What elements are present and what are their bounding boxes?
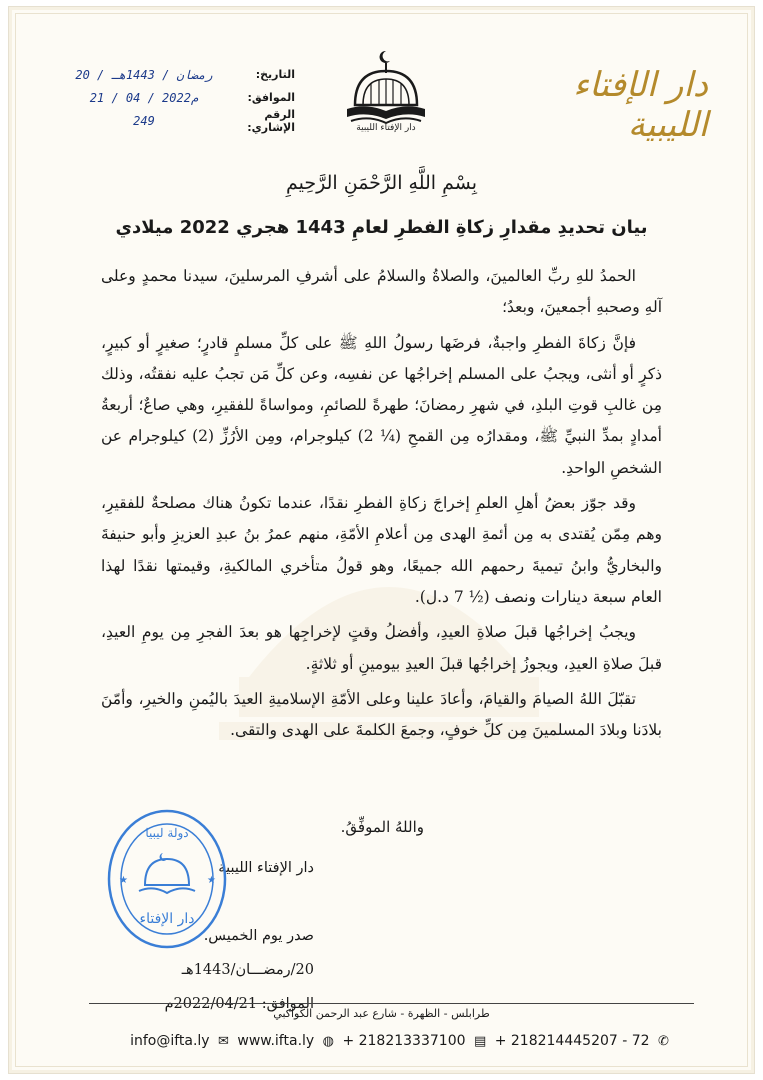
meta-value-hijri: 20 / رمضان / 1443هـ <box>75 67 213 82</box>
closing-phrase: واللهُ الموفِّقُ. <box>340 818 424 836</box>
footer-contacts <box>69 1033 734 1049</box>
brand-logotype: دار الإفتاء الليبية <box>573 65 708 145</box>
meta-label: الموافق: <box>247 91 295 104</box>
paragraph: تقبّلَ اللهُ الصيامَ والقيامَ، وأعادَ علينا وعلى الأمّةِ الإسلاميةِ العيدَ باليُمنِ والخيرِ، وأمّنَ بلادَنا وبلادَ المسلمينَ مِن كلِّ خوفٍ، وجمعَ الكلمةَ على الهدى والتقى. <box>101 689 662 740</box>
fax-text: + 218214445207 - 72 <box>494 1033 650 1049</box>
paragraph: ويجبُ إخراجُها قبلَ صلاةِ العيدِ، وأفضلُ وقتٍ لإخراجِها هو بعدَ الفجرِ مِن يومِ العيدِ، قبلَ صلاةِ العيدِ، ويجوزُ إخراجُها قبلَ العيدِ بيومينِ أو ثلاثةٍ. <box>101 623 662 673</box>
footer-address: طرابلس - الظهرة - شارع عبد الرحمن الكواكبي <box>273 1007 490 1020</box>
issued-day: صدر يوم الخميس. <box>203 928 314 944</box>
statement-title: بيان تحديدِ مقدارِ زكاةِ الفطرِ لعامِ 1443 هجري 2022 ميلادي <box>115 217 648 238</box>
letter-page <box>8 6 755 1074</box>
phone-icon: ✆ <box>658 1034 669 1049</box>
emblem-caption: دار الإفتاء الليبية <box>356 123 416 133</box>
email-text[interactable]: info@ifta.ly <box>130 1033 210 1049</box>
meta-label: التاريخ: <box>255 68 295 81</box>
stamp-top-text: دولة ليبيا <box>145 826 189 840</box>
meta-row-date <box>65 63 295 86</box>
dome-book-emblem <box>341 47 431 131</box>
hijri-date: 20/رمضـــان/1443هـ <box>181 962 314 978</box>
globe-icon: ◍ <box>322 1034 334 1049</box>
svg-text:★: ★ <box>119 875 128 886</box>
paragraph: الحمدُ للهِ ربِّ العالمينَ، والصلاةُ والسلامُ على أشرفِ المرسلينَ، سيدنا محمدٍ وعلى آلهِ وصحبهِ أجمعينَ، وبعدُ؛ <box>101 267 662 317</box>
meta-row-reference <box>65 109 295 132</box>
issuer-name: دار الإفتاء الليبية <box>218 860 314 876</box>
gregorian-date: الموافق: 2022/04/21م <box>164 996 314 1012</box>
website-text[interactable]: www.ifta.ly <box>237 1033 315 1049</box>
statement-body <box>101 261 662 750</box>
stamp-bottom-text: دار الإفتاء <box>139 911 195 927</box>
meta-row-gregorian <box>65 86 295 109</box>
svg-text:★: ★ <box>207 875 216 886</box>
meta-label: الرقم الإشاري: <box>247 107 295 134</box>
paragraph: وقد جوّز بعضُ أهلِ العلمِ إخراجَ زكاةِ الفطرِ نقدًا، عندما تكونُ هناك مصلحةٌ للفقيرِ، وهم مِمّن يُقتدى به مِن أئمةِ الهدى مِن أعلامِ الأمّةِ، منهم عمرُ بنُ عبدِ العزيزِ وأبو حنيفةَ والبخاريُّ وابنُ تيميةَ رحمهم الله جميعًا، وهو قولُ متأخري المالكيةِ، وقيمتها نقدًا لهذا العام سبعة دينارات ونصف (½ 7 د.ل). <box>101 494 662 606</box>
meta-value-gregorian: 21 / 04 / 2022م <box>89 90 199 105</box>
basmala: بِسْمِ اللَّهِ الرَّحْمَنِ الرَّحِيمِ <box>286 172 477 194</box>
envelope-icon: ✉ <box>218 1034 229 1049</box>
reference-meta <box>65 63 295 132</box>
meta-value-reference: 249 <box>133 113 155 128</box>
phone-text: + 218213337100 <box>342 1033 466 1049</box>
paragraph: فإنَّ زكاةَ الفطرِ واجبةٌ، فرضَها رسولُ اللهِ ﷺ على كلِّ مسلمٍ قادرٍ؛ صغيرٍ أو كبيرٍ، ذكرٍ أو أنثى، ويجبُ على المسلم إخراجُها عن نفسِه، وعن كلِّ مَن تجبُ عليه نفقتُه، وذلك مِن غالبِ قوتِ البلدِ، في شهرِ رمضانَ؛ طهرةً للصائمِ، ومواساةً للفقيرِ، وهي صاعٌ؛ أربعةُ أمدادٍ بمدِّ النبيِّ ﷺ، ومقدارُه مِن القمحِ (¼ 2) كيلوجرام، ومِن الأرُزِّ (2) كيلوجرام عن الشخصِ الواحدِ. <box>101 333 662 477</box>
footer-divider <box>89 1003 694 1004</box>
fax-icon: ▤ <box>473 1034 487 1049</box>
official-stamp <box>105 807 229 951</box>
